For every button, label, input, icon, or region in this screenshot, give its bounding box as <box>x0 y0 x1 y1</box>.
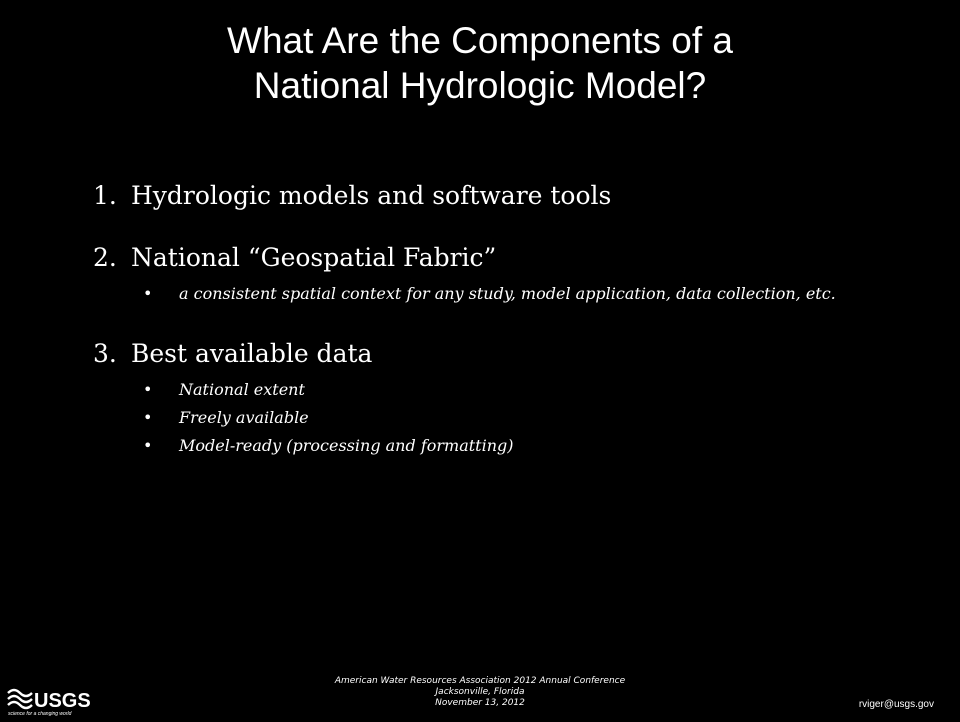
author-email: rviger@usgs.gov <box>858 699 934 710</box>
slide-title <box>0 18 960 108</box>
list-item-text: Hydrologic models and software tools <box>131 181 612 210</box>
logo-wordmark: USGS <box>34 690 91 712</box>
list-item-number: 3. <box>93 339 117 368</box>
numbered-list <box>93 180 873 460</box>
sub-list-item <box>131 376 873 404</box>
list-item-number: 2. <box>93 243 117 272</box>
list-item-text: National “Geospatial Fabric” <box>131 243 497 272</box>
sub-list-item-text: Model-ready (processing and formatting) <box>179 436 514 455</box>
list-item-2 <box>93 242 873 308</box>
conference-date: November 13, 2012 <box>435 698 525 708</box>
list-item-1 <box>93 180 873 212</box>
sub-list <box>131 376 873 460</box>
bullet-icon: • <box>143 408 153 427</box>
list-item-text: Best available data <box>131 339 373 368</box>
list-item-number: 1. <box>93 181 117 210</box>
logo-tagline: science for a changing world <box>8 711 72 717</box>
sub-list <box>131 280 873 308</box>
slide-title-line-2: National Hydrologic Model? <box>253 65 707 106</box>
bullet-icon: • <box>143 436 153 455</box>
conference-location: Jacksonville, Florida <box>435 687 525 697</box>
sub-list-item-text: a consistent spatial context for any study, model application, data collection, etc. <box>179 284 836 303</box>
conference-name: American Water Resources Association 2012 Annual Conference <box>334 676 626 686</box>
sub-list-item <box>131 280 873 308</box>
sub-list-item-text: National extent <box>179 380 305 399</box>
slide-title-line-1: What Are the Components of a <box>227 20 733 61</box>
sub-list-item <box>131 432 873 460</box>
list-item-3 <box>93 338 873 460</box>
sub-list-item <box>131 404 873 432</box>
bullet-icon: • <box>143 380 153 399</box>
sub-list-item-text: Freely available <box>179 408 309 427</box>
conference-footer <box>0 676 960 709</box>
bullet-icon: • <box>143 284 153 303</box>
